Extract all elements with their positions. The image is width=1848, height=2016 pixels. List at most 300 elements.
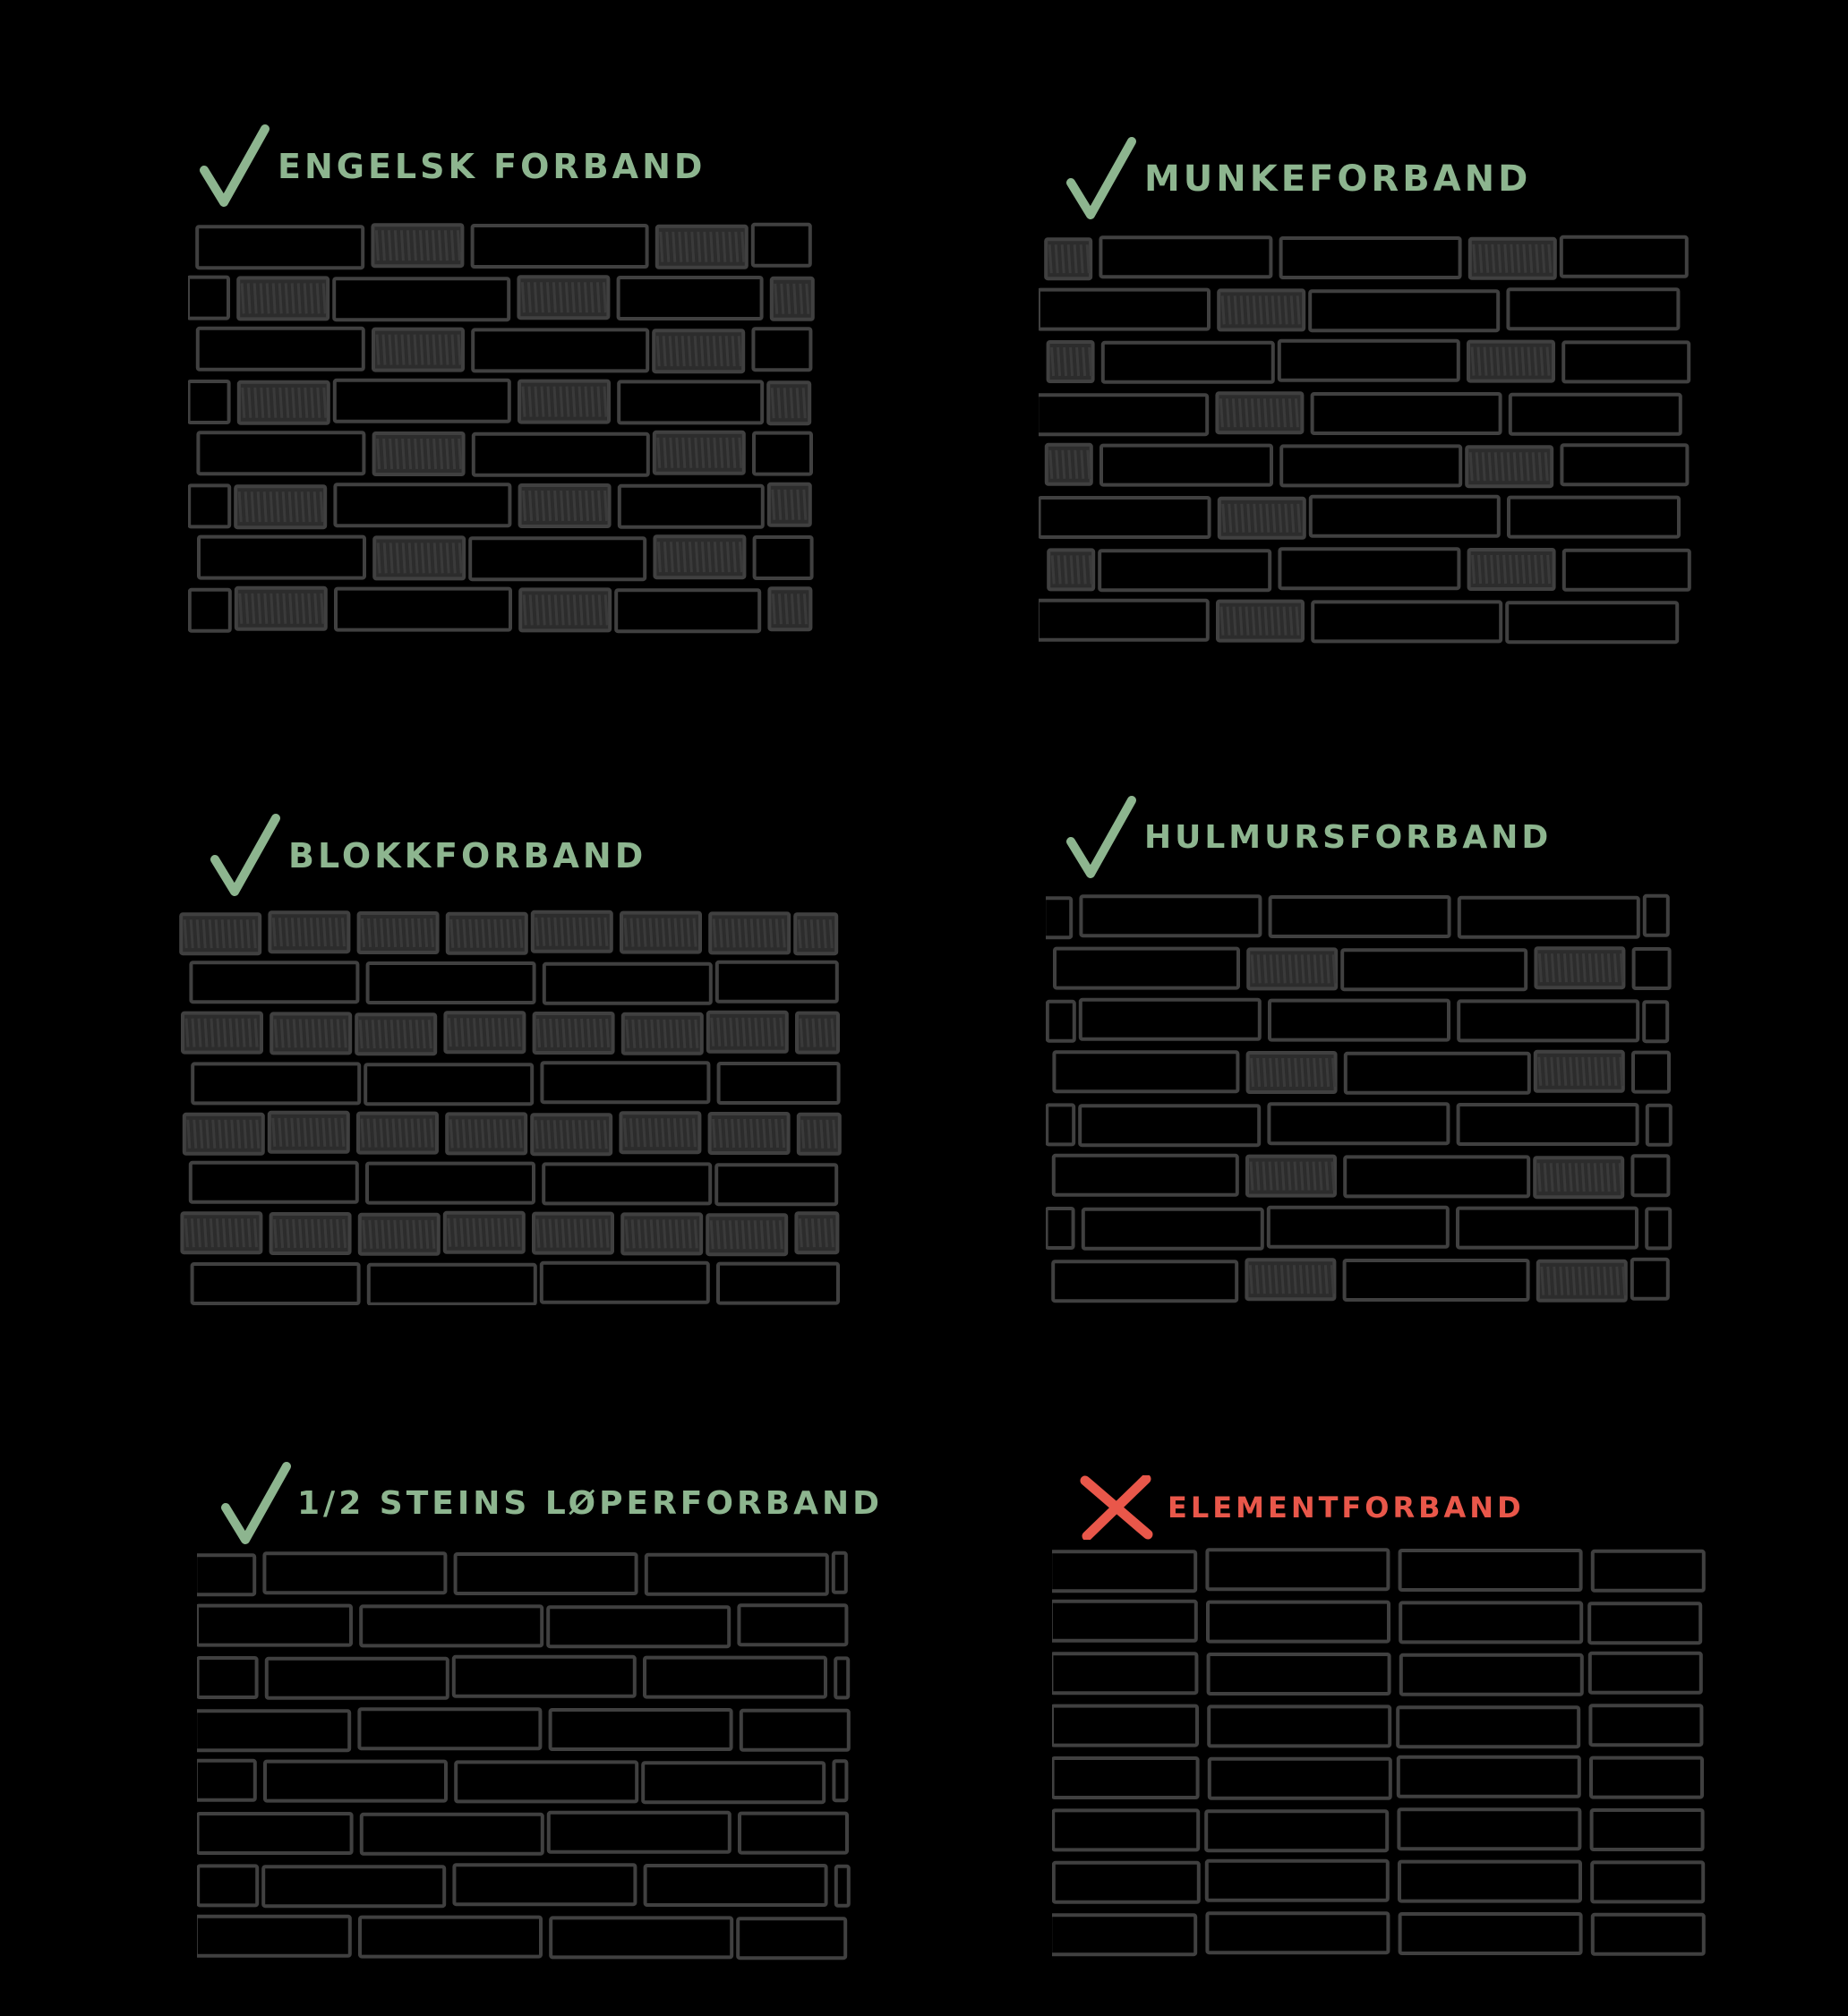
header-hatch [834, 1120, 835, 1149]
header-hatch [368, 1119, 370, 1148]
header-brick [657, 226, 747, 268]
header-hatch [232, 1120, 234, 1149]
stretcher-brick [1590, 1705, 1701, 1745]
header-hatch [300, 1019, 302, 1047]
header-hatch [593, 918, 595, 946]
stretcher-brick [1270, 1001, 1449, 1040]
header-hatch [197, 919, 199, 948]
header-hatch [695, 336, 697, 366]
header-hatch [1598, 1267, 1600, 1295]
header-hatch [680, 232, 681, 262]
header-hatch [598, 387, 600, 417]
header-hatch [576, 1019, 578, 1047]
header-hatch [1544, 1163, 1546, 1192]
header-hatch [1601, 1163, 1603, 1192]
header-hatch [455, 1218, 457, 1247]
header-hatch [762, 1018, 764, 1046]
header-hatch [594, 1219, 595, 1248]
header-hatch [1508, 452, 1510, 481]
header-hatch [218, 1019, 219, 1047]
panel-label [199, 124, 706, 209]
header-hatch [1592, 1267, 1594, 1295]
header-hatch [1527, 452, 1528, 481]
header-hatch [1499, 244, 1501, 273]
header-hatch [707, 336, 709, 366]
header-hatch [579, 1120, 581, 1149]
header-hatch [500, 1119, 502, 1148]
header-hatch [797, 388, 799, 418]
header-hatch [425, 918, 427, 947]
header-hatch [224, 1019, 226, 1047]
header-hatch [294, 1019, 295, 1047]
header-hatch [414, 1220, 415, 1249]
header-hatch [1245, 398, 1247, 427]
header-hatch [1296, 398, 1297, 427]
header-hatch [199, 1019, 201, 1047]
header-hatch [420, 1220, 422, 1249]
header-hatch [1529, 555, 1531, 584]
header-hatch [1261, 504, 1262, 533]
header-hatch [1539, 1057, 1541, 1086]
header-hatch [254, 1218, 256, 1247]
stretcher-brick [753, 225, 810, 266]
header-hatch [464, 919, 466, 948]
header-hatch [338, 1219, 339, 1248]
header-hatch [784, 388, 786, 418]
header-hatch [1516, 347, 1518, 376]
header-hatch [711, 232, 713, 262]
header-hatch [783, 918, 784, 947]
header-hatch [1545, 452, 1547, 481]
header-hatch [1235, 295, 1236, 324]
header-hatch [1267, 504, 1269, 533]
header-hatch [626, 1219, 628, 1248]
header-hatch [255, 1019, 257, 1047]
header-hatch [681, 918, 683, 947]
header-hatch [1246, 607, 1248, 636]
header-hatch [574, 491, 576, 521]
header-hatch [317, 1118, 319, 1147]
header-hatch [1548, 1267, 1550, 1295]
header-hatch [661, 232, 663, 262]
header-hatch [566, 282, 568, 312]
stretcher-brick [543, 1164, 710, 1203]
header-hatch [1564, 953, 1566, 982]
header-hatch [554, 1120, 556, 1149]
header-hatch [780, 1220, 782, 1249]
header-hatch [727, 438, 729, 468]
header-hatch [1090, 555, 1091, 584]
header-hatch [811, 919, 813, 948]
header-hatch [742, 1220, 744, 1249]
stretcher-brick [1269, 1208, 1448, 1247]
header-hatch [749, 1018, 751, 1046]
header-hatch [249, 1019, 251, 1047]
stretcher-brick [1052, 1551, 1195, 1591]
header-hatch [205, 1019, 207, 1047]
header-hatch [1277, 954, 1279, 983]
header-hatch [791, 490, 793, 520]
header-hatch [1583, 953, 1585, 982]
header-hatch [1082, 450, 1083, 479]
header-hatch [667, 232, 669, 262]
header-hatch [714, 918, 715, 947]
header-hatch [446, 335, 448, 365]
stretcher-brick [359, 1709, 540, 1748]
header-hatch [658, 1020, 660, 1048]
header-hatch [331, 1219, 333, 1248]
stretcher-brick [1310, 291, 1498, 330]
header-hatch [482, 1119, 483, 1148]
header-hatch [779, 490, 781, 520]
header-hatch [317, 918, 319, 946]
header-hatch [281, 1019, 283, 1047]
header-hatch [624, 1118, 626, 1147]
header-hatch [573, 1120, 575, 1149]
header-hatch [241, 919, 243, 948]
header-hatch [401, 1220, 403, 1249]
header-hatch [718, 1018, 720, 1046]
header-hatch [499, 1218, 500, 1247]
header-hatch [287, 388, 288, 418]
header-hatch [1545, 953, 1547, 982]
header-hatch [450, 1119, 452, 1148]
header-hatch [391, 1020, 393, 1048]
header-hatch [1314, 1058, 1316, 1087]
header-hatch [203, 919, 205, 948]
header-hatch [298, 918, 300, 946]
stretcher-brick [753, 329, 810, 370]
header-hatch [549, 918, 551, 946]
header-hatch [338, 1019, 339, 1047]
header-hatch [240, 594, 242, 624]
header-hatch [377, 335, 379, 365]
stretcher-brick [548, 1607, 729, 1646]
header-hatch [403, 439, 405, 469]
header-hatch [755, 1220, 757, 1249]
header-hatch [1321, 954, 1322, 983]
brick-wall-monk-bond [1039, 235, 1701, 655]
header-hatch [211, 1019, 213, 1047]
header-hatch [501, 919, 503, 948]
stretcher-brick [360, 1918, 541, 1957]
panel-title: ENGELSK FORBAND [278, 147, 706, 186]
header-hatch [393, 1119, 395, 1148]
header-hatch [507, 1119, 509, 1148]
stretcher-brick [739, 1605, 846, 1644]
cross-icon [1078, 1475, 1155, 1540]
header-hatch [542, 1120, 543, 1149]
header-hatch [1542, 555, 1544, 584]
header-hatch [1621, 953, 1622, 982]
header-hatch [384, 439, 386, 469]
header-hatch [432, 230, 434, 261]
header-hatch [325, 1019, 327, 1047]
header-brick [238, 278, 328, 319]
header-hatch [1554, 1267, 1556, 1295]
header-hatch [696, 438, 697, 468]
header-hatch [1561, 1267, 1562, 1295]
checkmark-icon [1065, 136, 1137, 222]
header-hatch [1480, 244, 1482, 273]
header-hatch [788, 284, 790, 314]
header-hatch [1283, 398, 1285, 427]
header-hatch [480, 1018, 482, 1046]
header-hatch [1251, 1162, 1253, 1191]
header-hatch [541, 282, 543, 312]
header-hatch [542, 387, 543, 417]
header-brick [518, 277, 608, 318]
stretcher-brick [267, 1659, 448, 1698]
stretcher-brick [474, 434, 648, 475]
header-hatch [384, 542, 386, 573]
header-hatch [364, 1220, 365, 1249]
header-hatch [1484, 347, 1486, 376]
header-hatch [658, 438, 660, 468]
header-brick [236, 588, 326, 629]
header-hatch [1621, 1057, 1622, 1086]
header-hatch [791, 594, 793, 624]
header-hatch [761, 1220, 763, 1249]
stretcher-brick [834, 1761, 846, 1800]
header-hatch [676, 1219, 678, 1248]
header-hatch [1220, 398, 1222, 427]
header-hatch [1314, 954, 1316, 983]
header-hatch [286, 918, 287, 946]
stretcher-brick [1400, 1550, 1581, 1590]
header-hatch [1247, 295, 1249, 324]
header-hatch [1549, 244, 1551, 273]
header-hatch [1325, 1265, 1327, 1294]
stretcher-brick [1593, 1915, 1704, 1954]
header-brick [654, 330, 743, 372]
header-hatch [770, 918, 772, 947]
header-hatch [376, 1220, 378, 1249]
header-hatch [607, 1019, 609, 1047]
header-hatch [378, 439, 380, 469]
header-hatch [1543, 244, 1544, 273]
header-hatch [815, 1120, 817, 1149]
header-hatch [511, 1018, 513, 1046]
header-hatch [717, 232, 719, 262]
header-hatch [505, 1218, 507, 1247]
header-hatch [1283, 1058, 1285, 1087]
header-hatch [518, 1218, 519, 1247]
header-hatch [403, 542, 405, 573]
header-brick [654, 536, 744, 577]
header-hatch [580, 918, 582, 946]
stretcher-brick [365, 1064, 532, 1104]
header-hatch [449, 1018, 450, 1046]
header-hatch [284, 594, 286, 624]
header-hatch [300, 1219, 302, 1248]
header-hatch [213, 1120, 215, 1149]
header-hatch [1275, 1265, 1277, 1294]
header-hatch [499, 1018, 500, 1046]
header-hatch [470, 919, 472, 948]
header-hatch [492, 1218, 494, 1247]
header-hatch [244, 1120, 246, 1149]
brick-wall-block-bond [179, 910, 851, 1305]
header-hatch [222, 919, 224, 948]
header-hatch [312, 388, 313, 418]
header-hatch [772, 388, 774, 418]
stretcher-brick [1399, 1862, 1580, 1901]
header-hatch [1483, 452, 1484, 481]
header-hatch [1492, 555, 1493, 584]
panel-title: 1/2 STEINS LØPERFORBAND [297, 1485, 884, 1522]
stretcher-brick [551, 1710, 732, 1749]
header-hatch [306, 1219, 308, 1248]
header-hatch [492, 1018, 494, 1046]
header-hatch [548, 387, 550, 417]
header-hatch [767, 1220, 769, 1249]
header-hatch [1270, 1162, 1271, 1191]
header-hatch [522, 282, 524, 312]
header-hatch [1582, 1163, 1584, 1192]
header-hatch [1589, 953, 1591, 982]
header-hatch [518, 1018, 519, 1046]
header-hatch [431, 1119, 432, 1148]
header-hatch [1602, 1057, 1604, 1086]
header-hatch [321, 491, 322, 522]
header-hatch [210, 1218, 212, 1247]
header-hatch [1259, 607, 1261, 636]
header-hatch [387, 1119, 389, 1148]
header-hatch [458, 230, 459, 261]
header-hatch [721, 438, 723, 468]
header-hatch [253, 919, 255, 948]
header-hatch [415, 335, 416, 365]
stretcher-brick [1459, 1001, 1638, 1040]
header-hatch [555, 491, 557, 521]
header-hatch [804, 594, 806, 624]
header-hatch [695, 1219, 697, 1248]
header-hatch [568, 918, 569, 946]
stretcher-brick [1053, 1810, 1198, 1849]
header-hatch [452, 335, 454, 365]
header-hatch [580, 594, 582, 625]
header-hatch [560, 1120, 562, 1149]
header-hatch [743, 1018, 745, 1046]
header-hatch [714, 438, 716, 468]
stretcher-brick [198, 329, 364, 370]
stretcher-brick [1053, 1261, 1236, 1301]
header-hatch [1302, 954, 1304, 983]
header-hatch [646, 1020, 647, 1048]
header-hatch [530, 594, 532, 625]
header-hatch [422, 439, 424, 469]
header-hatch [1236, 504, 1237, 533]
header-hatch [524, 594, 526, 625]
header-hatch [1062, 244, 1064, 273]
header-brick [520, 485, 610, 526]
header-hatch [1272, 295, 1274, 324]
header-hatch [407, 1220, 409, 1249]
header-hatch [1301, 1162, 1303, 1191]
header-hatch [274, 388, 276, 418]
stretcher-brick [738, 1918, 845, 1958]
header-hatch [605, 594, 607, 625]
header-hatch [1332, 1162, 1334, 1191]
stretcher-brick [1101, 446, 1271, 485]
header-hatch [1510, 555, 1512, 584]
header-hatch [826, 1019, 827, 1047]
stretcher-brick [619, 278, 762, 319]
header-hatch [633, 1020, 635, 1048]
stretcher-brick [1561, 237, 1687, 277]
header-hatch [1223, 504, 1225, 533]
header-hatch [457, 1119, 458, 1148]
header-hatch [397, 542, 398, 573]
header-hatch [1595, 1163, 1596, 1192]
brick-wall-cavity-bond [1046, 893, 1690, 1325]
header-hatch [751, 1119, 753, 1148]
header-hatch [732, 336, 734, 366]
header-hatch [696, 1020, 697, 1048]
header-hatch [585, 282, 586, 312]
header-hatch [601, 1019, 603, 1047]
header-hatch [1479, 555, 1481, 584]
stretcher-brick [1270, 897, 1450, 936]
header-hatch [210, 919, 211, 948]
header-hatch [1277, 1058, 1279, 1087]
header-hatch [708, 438, 710, 468]
header-hatch [776, 918, 778, 947]
header-hatch [458, 919, 459, 948]
stretcher-brick [717, 962, 837, 1002]
header-hatch [325, 1219, 327, 1248]
stretcher-brick [646, 1555, 827, 1594]
header-hatch [689, 1219, 690, 1248]
header-hatch [1288, 1265, 1289, 1294]
header-hatch [267, 283, 269, 313]
header-hatch [186, 1019, 188, 1047]
header-hatch [818, 1218, 820, 1247]
header-hatch [1049, 244, 1051, 273]
header-hatch [785, 490, 787, 520]
stretcher-brick [197, 1761, 255, 1800]
header-hatch [562, 1219, 564, 1248]
header-hatch [410, 1020, 412, 1048]
header-hatch [723, 1220, 725, 1249]
header-hatch [292, 918, 294, 946]
stretcher-brick [1647, 1209, 1670, 1248]
header-hatch [270, 491, 272, 522]
header-hatch [1541, 347, 1543, 376]
header-hatch [1472, 347, 1474, 376]
stretcher-brick [198, 1814, 352, 1853]
header-hatch [295, 491, 297, 522]
stretcher-brick [1509, 498, 1679, 537]
stretcher-brick [1081, 896, 1260, 935]
stretcher-brick [1281, 238, 1460, 278]
header-hatch [1470, 452, 1472, 481]
header-hatch [439, 230, 441, 261]
header-hatch [1564, 1057, 1566, 1086]
header-hatch [280, 388, 282, 418]
header-hatch [554, 387, 556, 417]
header-hatch [441, 542, 442, 573]
header-hatch [1505, 244, 1507, 273]
header-hatch [1284, 607, 1286, 636]
stretcher-brick [454, 1657, 635, 1696]
header-hatch [447, 542, 449, 573]
stretcher-brick [1083, 1209, 1262, 1249]
header-hatch [632, 1219, 634, 1248]
stretcher-brick [473, 226, 647, 267]
stretcher-brick [1054, 1156, 1237, 1195]
